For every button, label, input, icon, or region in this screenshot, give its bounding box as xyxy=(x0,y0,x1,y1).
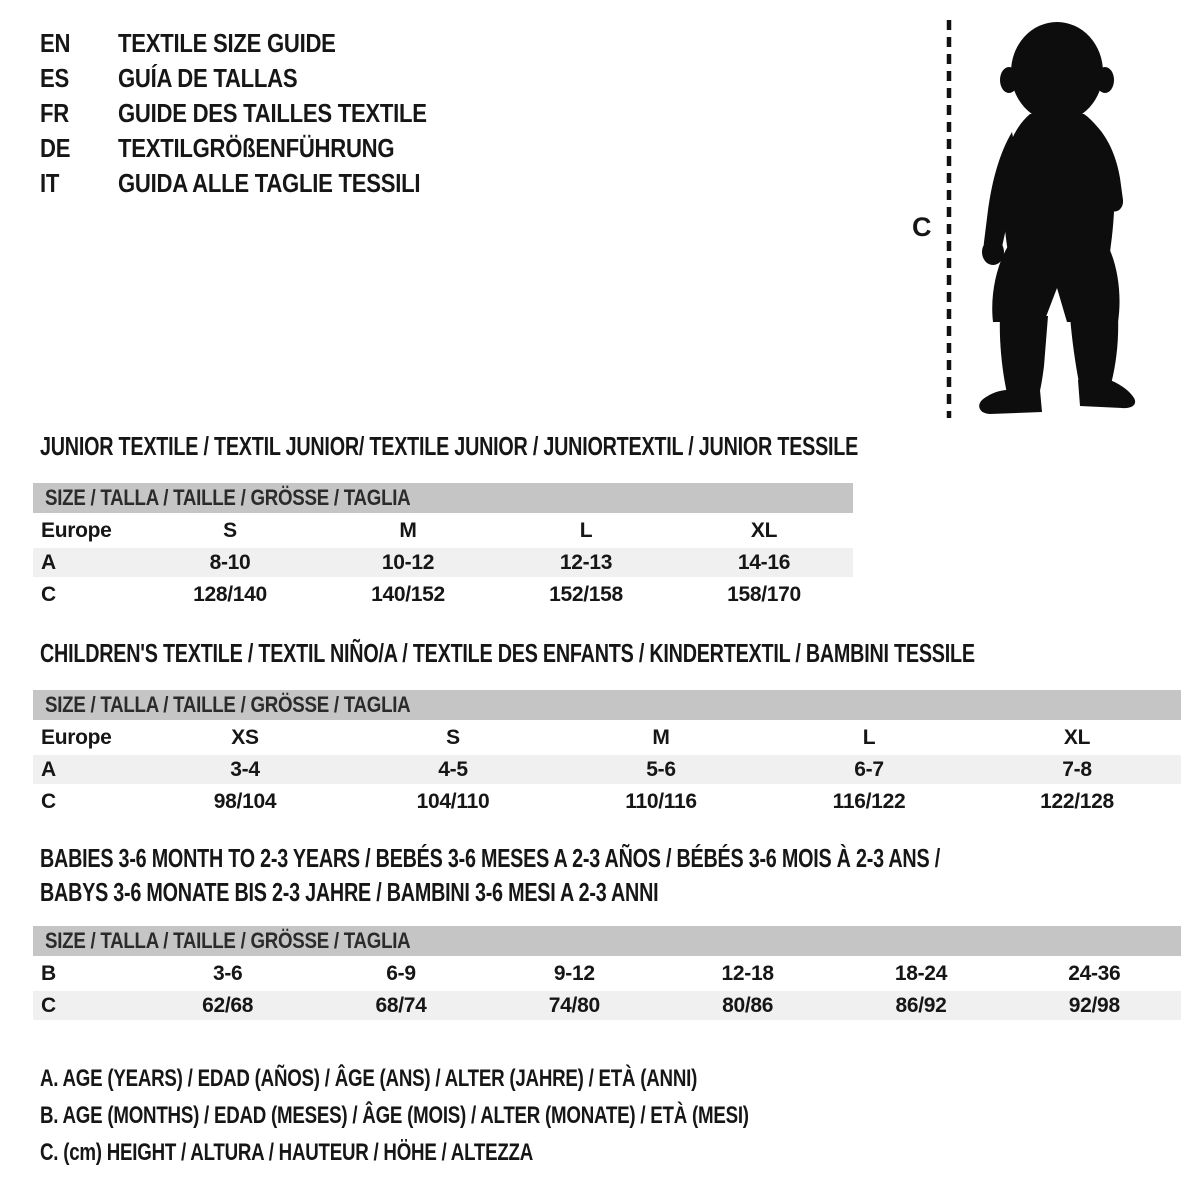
table-cell: 80/86 xyxy=(722,993,774,1017)
section-title-text: BABYS 3-6 MONATE BIS 2-3 JAHRE / BAMBINI 3-6 MESI A 2-3 ANNI xyxy=(40,877,659,907)
size-header-text: SIZE / TALLA / TAILLE / GRÖSSE / TAGLIA xyxy=(45,928,411,953)
list-item xyxy=(40,26,481,61)
guide-title-text: TEXTILE SIZE GUIDE xyxy=(118,28,336,58)
table-cell: S xyxy=(223,518,237,542)
row-label: B xyxy=(41,961,56,985)
table-cell: 68/74 xyxy=(375,993,427,1017)
list-item xyxy=(40,96,481,131)
language-code xyxy=(40,98,118,129)
table-cell: 6-7 xyxy=(854,757,884,781)
row-label: C xyxy=(41,789,56,813)
language-code xyxy=(40,63,118,94)
guide-title-text: GUIDE DES TAILLES TEXTILE xyxy=(118,98,427,128)
size-header-bar xyxy=(33,690,1181,720)
legend-text: B. AGE (MONTHS) / EDAD (MESES) / ÂGE (MOIS) / ALTER (MONATE) / ETÀ (MESI) xyxy=(40,1102,749,1129)
section-title-text: CHILDREN'S TEXTILE / TEXTIL NIÑO/A / TEXTILE DES ENFANTS / KINDERTEXTIL / BAMBINI TESSILE xyxy=(40,638,975,668)
table-cell: 12-18 xyxy=(721,961,774,985)
table-cell: 14-16 xyxy=(737,550,791,574)
size-header-bar xyxy=(33,483,853,513)
guide-title xyxy=(118,63,329,94)
junior-size-table xyxy=(33,516,853,612)
table-cell: 9-12 xyxy=(553,961,595,985)
guide-title-text: GUÍA DE TALLAS xyxy=(118,63,298,93)
row-label: Europe xyxy=(41,725,112,749)
row-label: Europe xyxy=(41,518,112,542)
table-cell: 140/152 xyxy=(371,582,445,606)
language-code xyxy=(40,28,118,59)
table-row xyxy=(33,723,1181,752)
language-code xyxy=(40,168,118,199)
table-cell: XS xyxy=(231,725,259,749)
table-cell: 24-36 xyxy=(1068,961,1121,985)
height-measure-dashed-line xyxy=(945,20,953,418)
table-row xyxy=(33,516,853,545)
list-item xyxy=(40,166,481,201)
list-item xyxy=(40,131,481,166)
guide-title xyxy=(118,98,481,129)
toddler-silhouette-icon xyxy=(960,14,1140,418)
table-cell: 8-10 xyxy=(209,550,251,574)
language-code-text: FR xyxy=(40,98,69,128)
table-cell: S xyxy=(446,725,460,749)
table-row xyxy=(33,755,1181,784)
guide-title-text: GUIDA ALLE TAGLIE TESSILI xyxy=(118,168,421,198)
babies-size-table xyxy=(33,959,1181,1023)
legend-line-c xyxy=(40,1134,949,1171)
table-cell: 7-8 xyxy=(1062,757,1092,781)
table-cell: 122/128 xyxy=(1040,789,1114,813)
table-cell: 18-24 xyxy=(894,961,948,985)
table-cell: 74/80 xyxy=(548,993,600,1017)
row-label: A xyxy=(41,757,56,781)
children-size-table xyxy=(33,723,1181,819)
table-cell: 3-4 xyxy=(230,757,260,781)
section-title-junior xyxy=(40,431,1116,462)
size-header-bar xyxy=(33,926,1181,956)
table-cell: 98/104 xyxy=(213,789,277,813)
section-title-babies xyxy=(40,841,1200,909)
guide-title-text: TEXTILGRÖßENFÜHRUNG xyxy=(118,133,395,163)
table-cell: 6-9 xyxy=(386,961,416,985)
language-code-text: IT xyxy=(40,168,60,198)
legend-line-b xyxy=(40,1097,949,1134)
table-row xyxy=(33,959,1181,988)
table-cell: 104/110 xyxy=(416,789,490,813)
section-title-text: JUNIOR TEXTILE / TEXTIL JUNIOR/ TEXTILE JUNIOR / JUNIORTEXTIL / JUNIOR TESSILE xyxy=(40,431,859,461)
table-cell: 128/140 xyxy=(193,582,267,606)
legend-line-a xyxy=(40,1060,949,1097)
table-row xyxy=(33,548,853,577)
legend-text: C. (cm) HEIGHT / ALTURA / HAUTEUR / HÖHE / ALTEZZA xyxy=(40,1139,534,1166)
section-title-children xyxy=(40,638,1200,669)
table-cell: 4-5 xyxy=(438,757,468,781)
table-row xyxy=(33,991,1181,1020)
table-cell: M xyxy=(399,518,417,542)
guide-title xyxy=(118,168,474,199)
table-cell: L xyxy=(862,725,876,749)
table-cell: XL xyxy=(1063,725,1091,749)
language-code-text: DE xyxy=(40,133,71,163)
table-cell: 3-6 xyxy=(212,961,243,985)
table-cell: M xyxy=(652,725,670,749)
table-cell: 10-12 xyxy=(381,550,435,574)
table-row xyxy=(33,787,1181,816)
measure-legend xyxy=(40,1060,949,1171)
height-measure-label: C xyxy=(912,212,932,242)
table-cell: 158/170 xyxy=(727,582,801,606)
row-label: C xyxy=(41,993,56,1017)
guide-title xyxy=(118,28,374,59)
section-title-text: BABIES 3-6 MONTH TO 2-3 YEARS / BEBÉS 3-6 MESES A 2-3 AÑOS / BÉBÉS 3-6 MOIS À 2-3 ANS / xyxy=(40,843,940,873)
table-cell: 92/98 xyxy=(1068,993,1120,1017)
language-title-list xyxy=(40,26,481,201)
table-cell: 12-13 xyxy=(559,550,613,574)
table-cell: 152/158 xyxy=(549,582,623,606)
table-cell: 110/116 xyxy=(625,789,697,813)
table-cell: XL xyxy=(750,518,778,542)
table-cell: L xyxy=(579,518,593,542)
size-header-text: SIZE / TALLA / TAILLE / GRÖSSE / TAGLIA xyxy=(45,692,411,717)
guide-title xyxy=(118,133,443,164)
size-header-text: SIZE / TALLA / TAILLE / GRÖSSE / TAGLIA xyxy=(45,485,411,510)
list-item xyxy=(40,61,481,96)
row-label: A xyxy=(41,550,56,574)
row-label: C xyxy=(41,582,56,606)
table-cell: 86/92 xyxy=(895,993,947,1017)
table-cell: 116/122 xyxy=(832,789,906,813)
table-row xyxy=(33,580,853,609)
legend-text: A. AGE (YEARS) / EDAD (AÑOS) / ÂGE (ANS) / ALTER (JAHRE) / ETÀ (ANNI) xyxy=(40,1065,698,1092)
table-cell: 5-6 xyxy=(646,757,676,781)
language-code xyxy=(40,133,118,164)
table-cell: 62/68 xyxy=(202,993,254,1017)
language-code-text: EN xyxy=(40,28,71,58)
language-code-text: ES xyxy=(40,63,69,93)
